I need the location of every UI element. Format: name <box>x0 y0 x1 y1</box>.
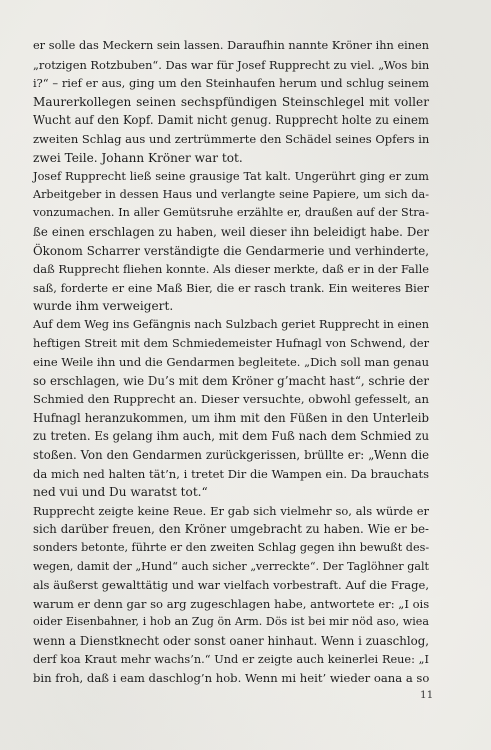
text-line: saß, forderte er eine Maß Bier, die er rasch trank. Ein weiteres Bier <box>33 280 429 295</box>
text-line: Josef Rupprecht ließ seine grausige Tat kalt. Ungerührt ging er zum <box>33 169 429 184</box>
page-number: 11 <box>420 689 434 701</box>
text-line: ße einen erschlagen zu haben, weil dieser ihn beleidigt habe. Der <box>33 224 429 239</box>
text-line: wurde ihm verweigert. <box>33 299 174 314</box>
text-line: Schmied den Rupprecht an. Dieser versuchte, obwohl gefesselt, an <box>33 392 429 407</box>
text-line: wegen, damit der „Hund“ auch sicher „verreckte“. Der Taglöhner galt <box>33 559 429 573</box>
text-line: i?“ – rief er aus, ging um den Steinhaufen herum und schlug seinem <box>33 76 429 91</box>
text-line: zu treten. Es gelang ihm auch, mit dem Fuß nach dem Schmied zu <box>33 429 429 444</box>
text-line: „rotzigen Rotzbuben“. Das war für Josef Rupprecht zu viel. „Wos bin <box>33 57 430 72</box>
text-line: ned vui und Du waratst tot.“ <box>33 485 208 500</box>
body-text <box>33 37 429 688</box>
text-line: daß Rupprecht fliehen konnte. Als dieser merkte, daß er in der Falle <box>33 262 429 277</box>
text-line: Wucht auf den Kopf. Damit nicht genug. Rupprecht holte zu einem <box>33 113 429 128</box>
text-line: so erschlagen, wie Du’s mit dem Kröner g’macht hast“, schrie der <box>33 373 429 388</box>
text-line: da mich ned halten tät’n, i tretet Dir die Wampen ein. Da brauchats <box>33 466 429 481</box>
text-line: oider Eisenbahner, i hob an Zug ön Arm. Dös ist bei mir nöd aso, wiea <box>33 615 429 629</box>
text-line: warum er denn gar so arg zugeschlagen habe, antwortete er: „I ois <box>33 596 430 611</box>
text-line: er solle das Meckern sein lassen. Daraufhin nannte Kröner ihn einen <box>33 39 429 52</box>
text-line: eine Weile ihn und die Gendarmen begleitete. „Dich soll man genau <box>33 355 429 370</box>
text-line: sich darüber freuen, den Kröner umgebracht zu haben. Wie er be- <box>33 522 429 537</box>
text-line: Hufnagl heranzukommen, um ihm mit den Füßen in den Unterleib <box>33 410 429 425</box>
text-line: sonders betonte, führte er den zweiten Schlag gegen ihn bewußt des- <box>33 541 430 555</box>
text-line: Ökonom Scharrer verständigte die Gendarmerie und verhinderte, <box>33 243 429 258</box>
text-line: Arbeitgeber in dessen Haus und verlangte seine Papiere, um sich da- <box>33 187 429 201</box>
text-line: stoßen. Von den Gendarmen zurückgerissen, brüllte er: „Wenn die <box>33 448 429 463</box>
text-line: Maurerkollegen seinen sechspfündigen Steinschlegel mit voller <box>33 94 429 109</box>
text-line: bin froh, daß i eam daschlog’n hob. Wenn mi heit’ wieder oana a so <box>33 671 430 686</box>
text-line: derf koa Kraut mehr wachs’n.“ Und er zeigte auch keinerlei Reue: „I <box>33 652 429 666</box>
text-line: Rupprecht zeigte keine Reue. Er gab sich vielmehr so, als würde er <box>33 503 429 518</box>
text-line: wenn a Dienstknecht oder sonst oaner hinhaut. Wenn i zuaschlog, <box>33 634 429 648</box>
text-line: heftigen Streit mit dem Schmiedemeister Hufnagl von Schwend, der <box>33 336 429 350</box>
text-line: zweiten Schlag aus und zertrümmerte den Schädel seines Opfers in <box>33 131 430 146</box>
text-line: Auf dem Weg ins Gefängnis nach Sulzbach geriet Rupprecht in einen <box>33 317 430 331</box>
text-line: vonzumachen. In aller Gemütsruhe erzählte er, draußen auf der Stra- <box>33 206 429 220</box>
text-line: als äußerst gewalttätig und war vielfach vorbestraft. Auf die Frage, <box>33 578 429 593</box>
text-line: zwei Teile. Johann Kröner war tot. <box>33 150 243 165</box>
